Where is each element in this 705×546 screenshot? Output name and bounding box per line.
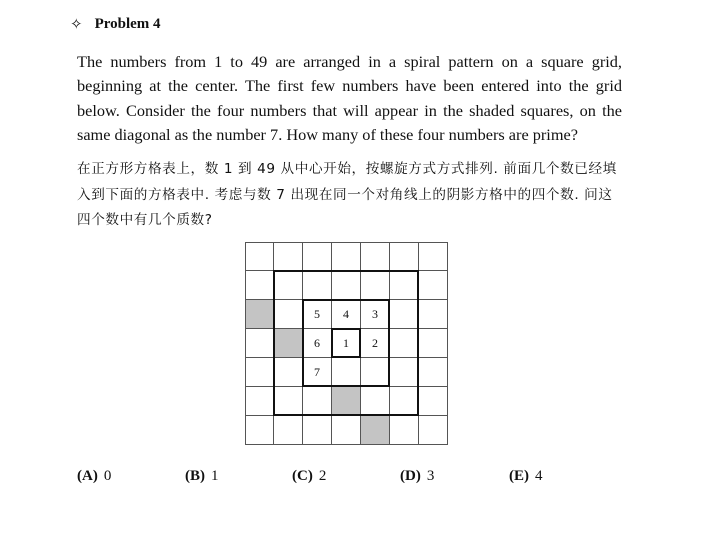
grid-cell bbox=[419, 329, 448, 358]
grid-cell bbox=[245, 271, 274, 300]
shaded-cell bbox=[245, 300, 274, 329]
choice-a[interactable] bbox=[77, 468, 111, 485]
grid-cell bbox=[332, 416, 361, 445]
number-cell: 5 bbox=[303, 300, 332, 329]
grid-cell bbox=[390, 242, 419, 271]
choice-c[interactable] bbox=[292, 468, 326, 485]
number-cell: 2 bbox=[361, 329, 390, 358]
grid-cell bbox=[390, 300, 419, 329]
shaded-cell bbox=[274, 329, 303, 358]
grid-cell bbox=[390, 387, 419, 416]
grid-cell bbox=[245, 358, 274, 387]
number-cell: 3 bbox=[361, 300, 390, 329]
grid-cell bbox=[361, 387, 390, 416]
number-cell: 1 bbox=[332, 329, 361, 358]
number-cell: 4 bbox=[332, 300, 361, 329]
grid-cell bbox=[274, 271, 303, 300]
choice-value: 1 bbox=[211, 468, 219, 484]
problem-text-chinese: 在正方形方格表上，数 1 到 49 从中心开始，按螺旋方式方式排列. 前面几个数已经填入到下面的方格表中. 考虑与数 7 出现在同一个对角线上的阴影方格中的四个数. 问这四个数中有几个质数? bbox=[77, 161, 617, 229]
grid-cell bbox=[419, 300, 448, 329]
grid-cell bbox=[419, 416, 448, 445]
grid-cell bbox=[419, 242, 448, 271]
grid-cell bbox=[274, 300, 303, 329]
grid-cell bbox=[274, 242, 303, 271]
grid-cell bbox=[303, 416, 332, 445]
choice-e[interactable] bbox=[509, 468, 543, 485]
problem-text-english: The numbers from 1 to 49 are arranged in a spiral pattern on a square grid, beginning at the center. The first few numbers have been entered into the grid below. Consider the four numbers that will appear in the shaded squares, on the same diagonal as the number 7. How many of these four numbers are prime? bbox=[77, 52, 622, 145]
choice-value: 3 bbox=[426, 468, 435, 484]
grid-cell bbox=[332, 271, 361, 300]
grid-cell bbox=[390, 358, 419, 387]
choice-d[interactable] bbox=[400, 468, 434, 485]
grid-cell bbox=[390, 416, 419, 445]
grid-cell bbox=[274, 358, 303, 387]
grid-cell bbox=[419, 387, 448, 416]
grid-cell bbox=[361, 271, 390, 300]
spiral-grid bbox=[245, 242, 448, 445]
choice-label: (D) bbox=[400, 468, 421, 484]
diamond-icon: ✧ bbox=[70, 17, 83, 33]
grid-cell bbox=[245, 387, 274, 416]
choice-label: (A) bbox=[77, 468, 98, 484]
grid-cell bbox=[274, 416, 303, 445]
grid-cell bbox=[390, 329, 419, 358]
choice-value: 4 bbox=[535, 468, 543, 484]
number-cell: 7 bbox=[303, 358, 332, 387]
grid-cell bbox=[245, 242, 274, 271]
problem-header bbox=[70, 15, 161, 34]
grid-cell bbox=[303, 242, 332, 271]
shaded-cell bbox=[332, 387, 361, 416]
choice-label: (C) bbox=[292, 468, 313, 484]
number-cell: 6 bbox=[303, 329, 332, 358]
choice-b[interactable] bbox=[185, 468, 219, 485]
grid-cell bbox=[419, 271, 448, 300]
grid-cell bbox=[245, 416, 274, 445]
choice-label: (E) bbox=[509, 468, 529, 484]
grid-cell bbox=[332, 242, 361, 271]
choice-value: 0 bbox=[103, 468, 112, 484]
grid-cell bbox=[390, 271, 419, 300]
grid-cell bbox=[303, 387, 332, 416]
grid-cell bbox=[332, 358, 361, 387]
grid-cell bbox=[419, 358, 448, 387]
grid-cell bbox=[361, 242, 390, 271]
choice-value: 2 bbox=[318, 468, 327, 484]
grid-cell bbox=[361, 358, 390, 387]
grid-cell bbox=[274, 387, 303, 416]
grid-cell bbox=[245, 329, 274, 358]
choice-label: (B) bbox=[185, 468, 205, 484]
shaded-cell bbox=[361, 416, 390, 445]
problem-title: Problem 4 bbox=[94, 16, 161, 32]
grid-cell bbox=[303, 271, 332, 300]
